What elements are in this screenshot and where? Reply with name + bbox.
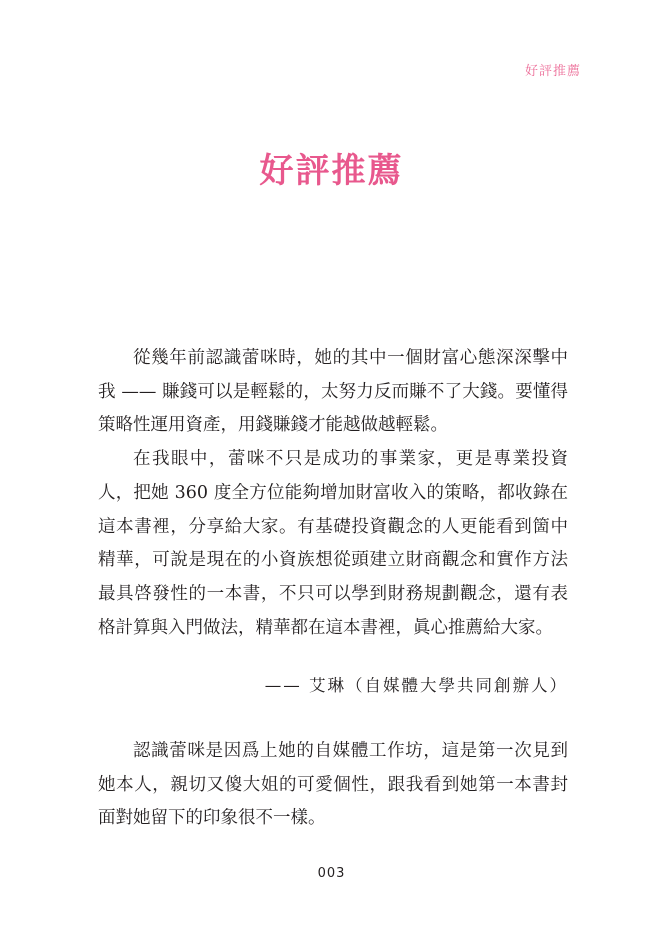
running-header: 好評推薦 — [524, 64, 581, 79]
testimonial-1-paragraph-2: 在我眼中，蕾咪不只是成功的事業家，更是專業投資人，把她 360 度全方位能夠增加財富收入的策略，都收錄在這本書裡，分享給大家。有基礎投資觀念的人更能看到箇中精華，可說是現在的小資族想從頭建立財商觀念和實作方法最具啓發性的一本書，不只可以學到財務規劃觀念，還有表格計算與入門做法，精華都在這本書裡，眞心推薦給大家。 — [98, 449, 568, 638]
testimonial-1-paragraph-1: 從幾年前認識蕾咪時，她的其中一個財富心態深深擊中我 —— 賺錢可以是輕鬆的，太努力反而賺不了大錢。要懂得策略性運用資產，用錢賺錢才能越做越輕鬆。 — [98, 348, 568, 436]
testimonial-2-paragraph-1: 認識蕾咪是因爲上她的自媒體工作坊，這是第一次見到她本人，親切又傻大姐的可愛個性，跟我看到她第一本書封面對她留下的印象很不一樣。 — [98, 741, 568, 829]
page-title: 好評推薦 — [259, 151, 404, 191]
page-number: 003 — [317, 866, 346, 881]
testimonial-2 — [98, 735, 568, 836]
testimonial-1 — [98, 342, 568, 645]
testimonial-1-attribution: —— 艾琳（自媒體大學共同創辦人） — [264, 676, 568, 695]
